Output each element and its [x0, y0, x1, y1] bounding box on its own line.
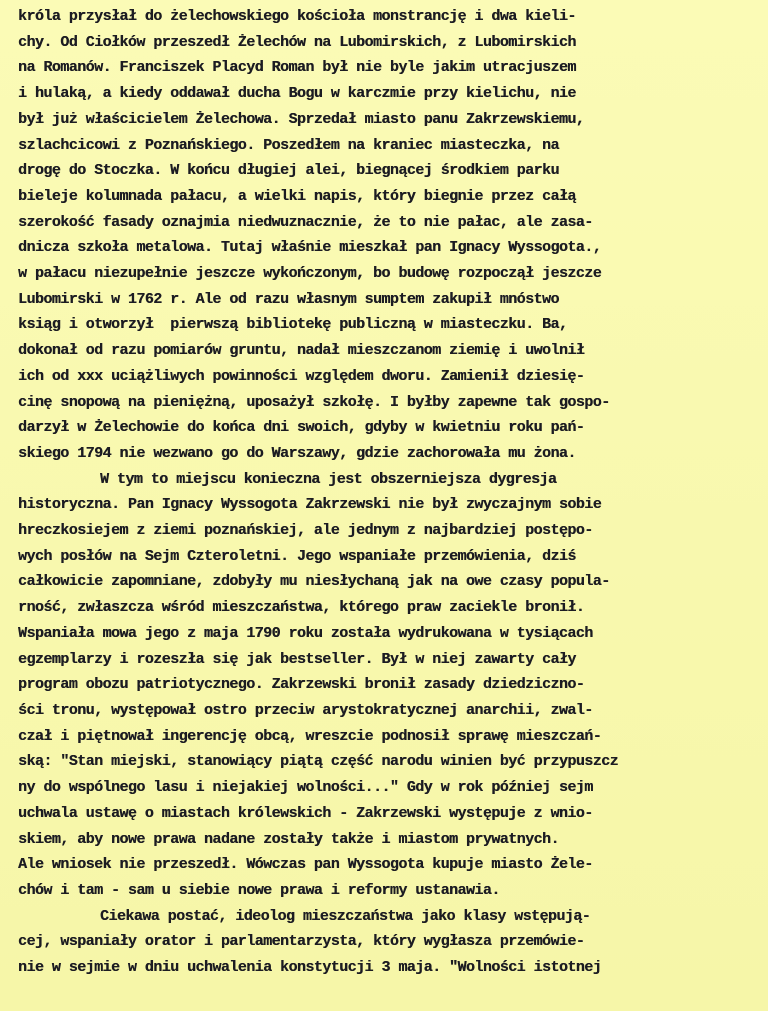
text-line: króla przysłał do żelechowskiego kościoła monstrancję i dwa kieli-	[18, 8, 576, 25]
text-line: Wspaniała mowa jego z maja 1790 roku została wydrukowana w tysiącach	[18, 624, 593, 642]
text-line: Ale wniosek nie przeszedł. Wówczas pan Wyssogota kupuje miasto Żele-	[18, 856, 593, 874]
text-line: na Romanów. Franciszek Placyd Roman był nie byle jakim utracjuszem	[18, 59, 576, 77]
text-line: drogę do Stoczka. W końcu długiej alei, biegnącej środkiem parku	[18, 162, 559, 180]
text-line: chy. Od Ciołków przeszedł Żelechów na Lubomirskich, z Lubomirskich	[18, 33, 576, 51]
page-text	[18, 4, 763, 981]
text-line: hreczkosiejem z ziemi poznańskiej, ale jednym z najbardziej postępo-	[18, 522, 593, 540]
text-line: ści tronu, występował ostro przeciw arystokratycznej anarchii, zwal-	[18, 701, 593, 719]
text-line: był już właścicielem Żelechowa. Sprzedał miasto panu Zakrzewskiemu,	[18, 110, 585, 128]
text-line: rność, zwłaszcza wśród mieszczaństwa, którego praw zaciekle bronił.	[18, 599, 585, 617]
text-line: darzył w Żelechowie do końca dni swoich, gdyby w kwietniu roku pań-	[18, 419, 585, 437]
text-line: program obozu patriotycznego. Zakrzewski bronił zasady dziedziczno-	[18, 676, 585, 694]
text-line: szerokość fasady oznajmia niedwuznacznie, że to nie pałac, ale zasa-	[18, 213, 593, 231]
text-line: szlachcicowi z Poznańskiego. Poszedłem na kraniec miasteczka, na	[18, 136, 559, 154]
text-line: W tym to miejscu konieczna jest obszerniejsza dygresja	[100, 470, 557, 488]
text-line: dnicza szkoła metalowa. Tutaj właśnie mieszkał pan Ignacy Wyssogota.,	[18, 239, 602, 257]
text-line: nie w sejmie w dniu uchwalenia konstytucji 3 maja. "Wolności istotnej	[18, 959, 602, 977]
text-line: w pałacu niezupełnie jeszcze wykończonym, bo budowę rozpoczął jeszcze	[18, 265, 602, 283]
text-line: skiem, aby nowe prawa nadane zostały także i miastom prywatnych.	[18, 830, 559, 848]
text-line: dokonał od razu pomiarów gruntu, nadał mieszczanom ziemię i uwolnił	[18, 342, 585, 360]
text-line: egzemplarzy i rozeszła się jak bestseller. Był w niej zawarty cały	[18, 650, 576, 668]
text-line: całkowicie zapomniane, zdobyły mu niesłychaną jak na owe czasy popula-	[18, 573, 610, 591]
text-line: skiego 1794 nie wezwano go do Warszawy, gdzie zachorowała mu żona.	[18, 444, 576, 462]
text-line: Ciekawa postać, ideolog mieszczaństwa jako klasy wstępują-	[100, 907, 591, 925]
text-line: bieleje kolumnada pałacu, a wielki napis, który biegnie przez całą	[18, 187, 576, 205]
text-line: wych posłów na Sejm Czteroletni. Jego wspaniałe przemówienia, dziś	[18, 547, 576, 565]
text-line: chów i tam - sam u siebie nowe prawa i reformy ustanawia.	[18, 881, 500, 899]
text-line: i hulaką, a kiedy oddawał ducha Bogu w karczmie przy kielichu, nie	[18, 85, 576, 103]
text-line: uchwala ustawę o miastach królewskich - Zakrzewski występuje z wnio-	[18, 804, 593, 822]
text-line: Lubomirski w 1762 r. Ale od razu własnym sumptem zakupił mnóstwo	[18, 290, 559, 308]
text-line: ską: "Stan miejski, stanowiący piątą część narodu winien być przypuszcz	[18, 753, 619, 771]
text-line: czał i piętnował ingerencję obcą, wreszcie podnosił sprawę mieszczań-	[18, 727, 602, 745]
text-line: cej, wspaniały orator i parlamentarzysta, który wygłasza przemówie-	[18, 933, 585, 951]
text-line: ksiąg i otworzył pierwszą bibliotekę publiczną w miasteczku. Ba,	[18, 316, 568, 334]
text-line: cinę snopową na pieniężną, uposażył szkołę. I byłby zapewne tak gospo-	[18, 393, 610, 411]
text-line: ny do wspólnego lasu i niejakiej wolności..." Gdy w rok później sejm	[18, 779, 593, 797]
text-line: historyczna. Pan Ignacy Wyssogota Zakrzewski nie był zwyczajnym sobie	[18, 496, 602, 514]
text-line: ich od xxx uciążliwych powinności względem dworu. Zamienił dziesię-	[18, 367, 585, 385]
